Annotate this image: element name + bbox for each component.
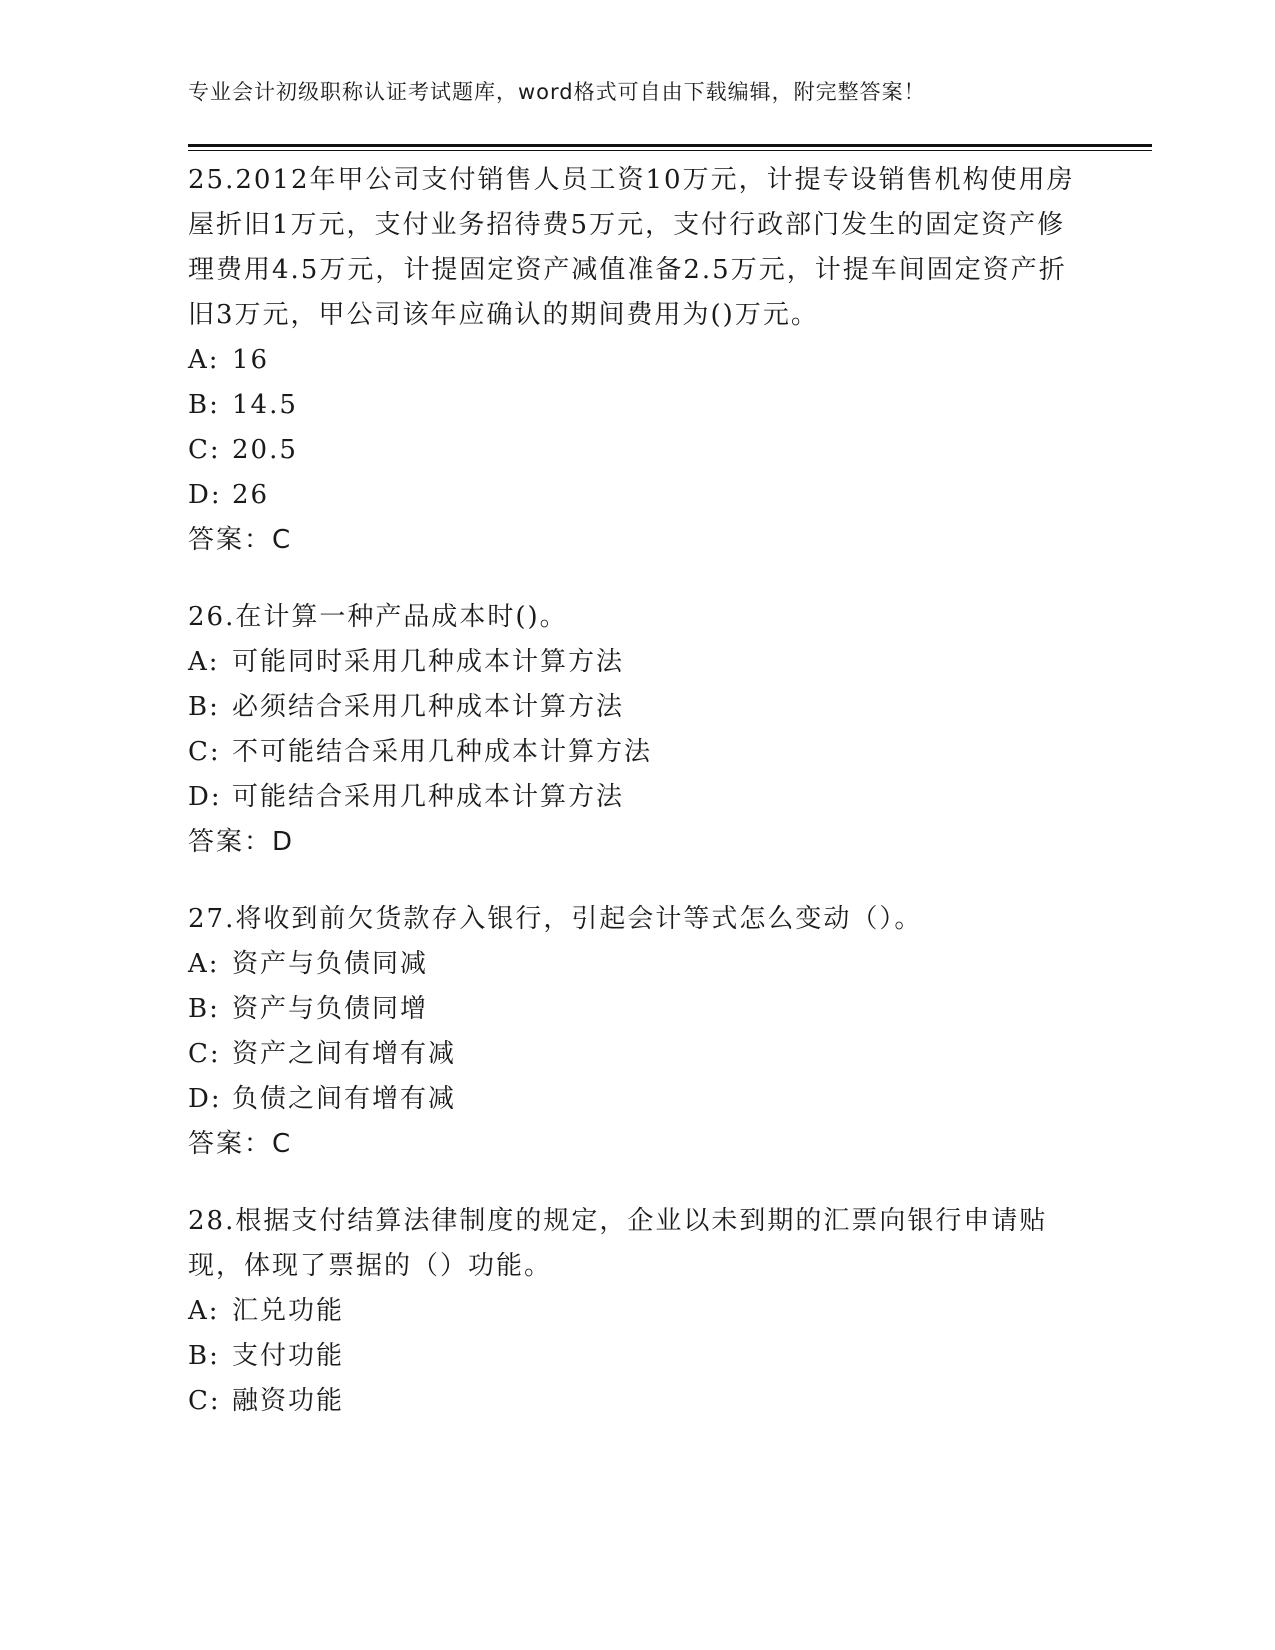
option-text: 负债之间有增有减 xyxy=(232,1084,457,1114)
option-text: 必须结合采用几种成本计算方法 xyxy=(232,692,625,722)
option-letter: A: xyxy=(188,1296,220,1326)
answer-line: 答案：C xyxy=(188,1129,293,1159)
option-letter: D: xyxy=(188,1084,222,1114)
option-c xyxy=(188,1032,1088,1077)
option-d xyxy=(188,473,1088,518)
answer-line: 答案：C xyxy=(188,525,293,555)
option-c xyxy=(188,428,1088,473)
option-c xyxy=(188,1379,1088,1424)
option-letter: C: xyxy=(188,737,221,767)
option-text: 14.5 xyxy=(232,390,298,420)
option-letter: A: xyxy=(188,949,220,979)
option-letter: C: xyxy=(188,435,221,465)
question-27 xyxy=(188,897,1088,1167)
option-text: 汇兑功能 xyxy=(232,1296,345,1326)
option-letter: B: xyxy=(188,994,220,1024)
option-letter: B: xyxy=(188,692,220,722)
header-divider-thick xyxy=(188,144,1152,147)
option-text: 资产与负债同减 xyxy=(232,949,429,979)
option-b xyxy=(188,685,1088,730)
question-list xyxy=(188,158,1088,1456)
option-b xyxy=(188,987,1088,1032)
option-letter: A: xyxy=(188,345,220,375)
question-stem: 28.根据支付结算法律制度的规定，企业以未到期的汇票向银行申请贴现，体现了票据的（）功能。 xyxy=(188,1206,1048,1281)
option-a xyxy=(188,942,1088,987)
question-stem: 26.在计算一种产品成本时()。 xyxy=(188,602,568,632)
option-letter: C: xyxy=(188,1386,221,1416)
option-a xyxy=(188,338,1088,383)
option-text: 融资功能 xyxy=(232,1386,345,1416)
option-text: 资产之间有增有减 xyxy=(232,1039,457,1069)
option-text: 资产与负债同增 xyxy=(232,994,429,1024)
answer-line: 答案：D xyxy=(188,827,295,857)
option-d xyxy=(188,775,1088,820)
option-letter: B: xyxy=(188,1341,220,1371)
option-text: 不可能结合采用几种成本计算方法 xyxy=(232,737,653,767)
option-text: 16 xyxy=(232,345,270,375)
option-text: 26 xyxy=(232,480,270,510)
option-letter: B: xyxy=(188,390,220,420)
question-stem: 27.将收到前欠货款存入银行，引起会计等式怎么变动（）。 xyxy=(188,904,923,934)
option-text: 20.5 xyxy=(232,435,298,465)
question-stem: 25.2012年甲公司支付销售人员工资10万元，计提专设销售机构使用房屋折旧1万元，支付业务招待费5万元，支付行政部门发生的固定资产修理费用4.5万元，计提固定资产减值准备2.5万元，计提车间固定资产折旧3万元，甲公司该年应确认的期间费用为()万元。 xyxy=(188,165,1075,330)
question-28 xyxy=(188,1199,1088,1424)
option-c xyxy=(188,730,1088,775)
option-text: 可能结合采用几种成本计算方法 xyxy=(232,782,625,812)
option-letter: A: xyxy=(188,647,220,677)
option-text: 可能同时采用几种成本计算方法 xyxy=(232,647,625,677)
option-text: 支付功能 xyxy=(232,1341,345,1371)
option-b xyxy=(188,383,1088,428)
option-b xyxy=(188,1334,1088,1379)
option-d xyxy=(188,1077,1088,1122)
option-letter: C: xyxy=(188,1039,221,1069)
page-header: 专业会计初级职称认证考试题库，word格式可自由下载编辑，附完整答案！ xyxy=(188,80,926,104)
question-25 xyxy=(188,158,1088,563)
header-divider-thin xyxy=(188,150,1152,151)
option-letter: D: xyxy=(188,782,222,812)
option-a xyxy=(188,640,1088,685)
option-letter: D: xyxy=(188,480,222,510)
question-26 xyxy=(188,595,1088,865)
option-a xyxy=(188,1289,1088,1334)
